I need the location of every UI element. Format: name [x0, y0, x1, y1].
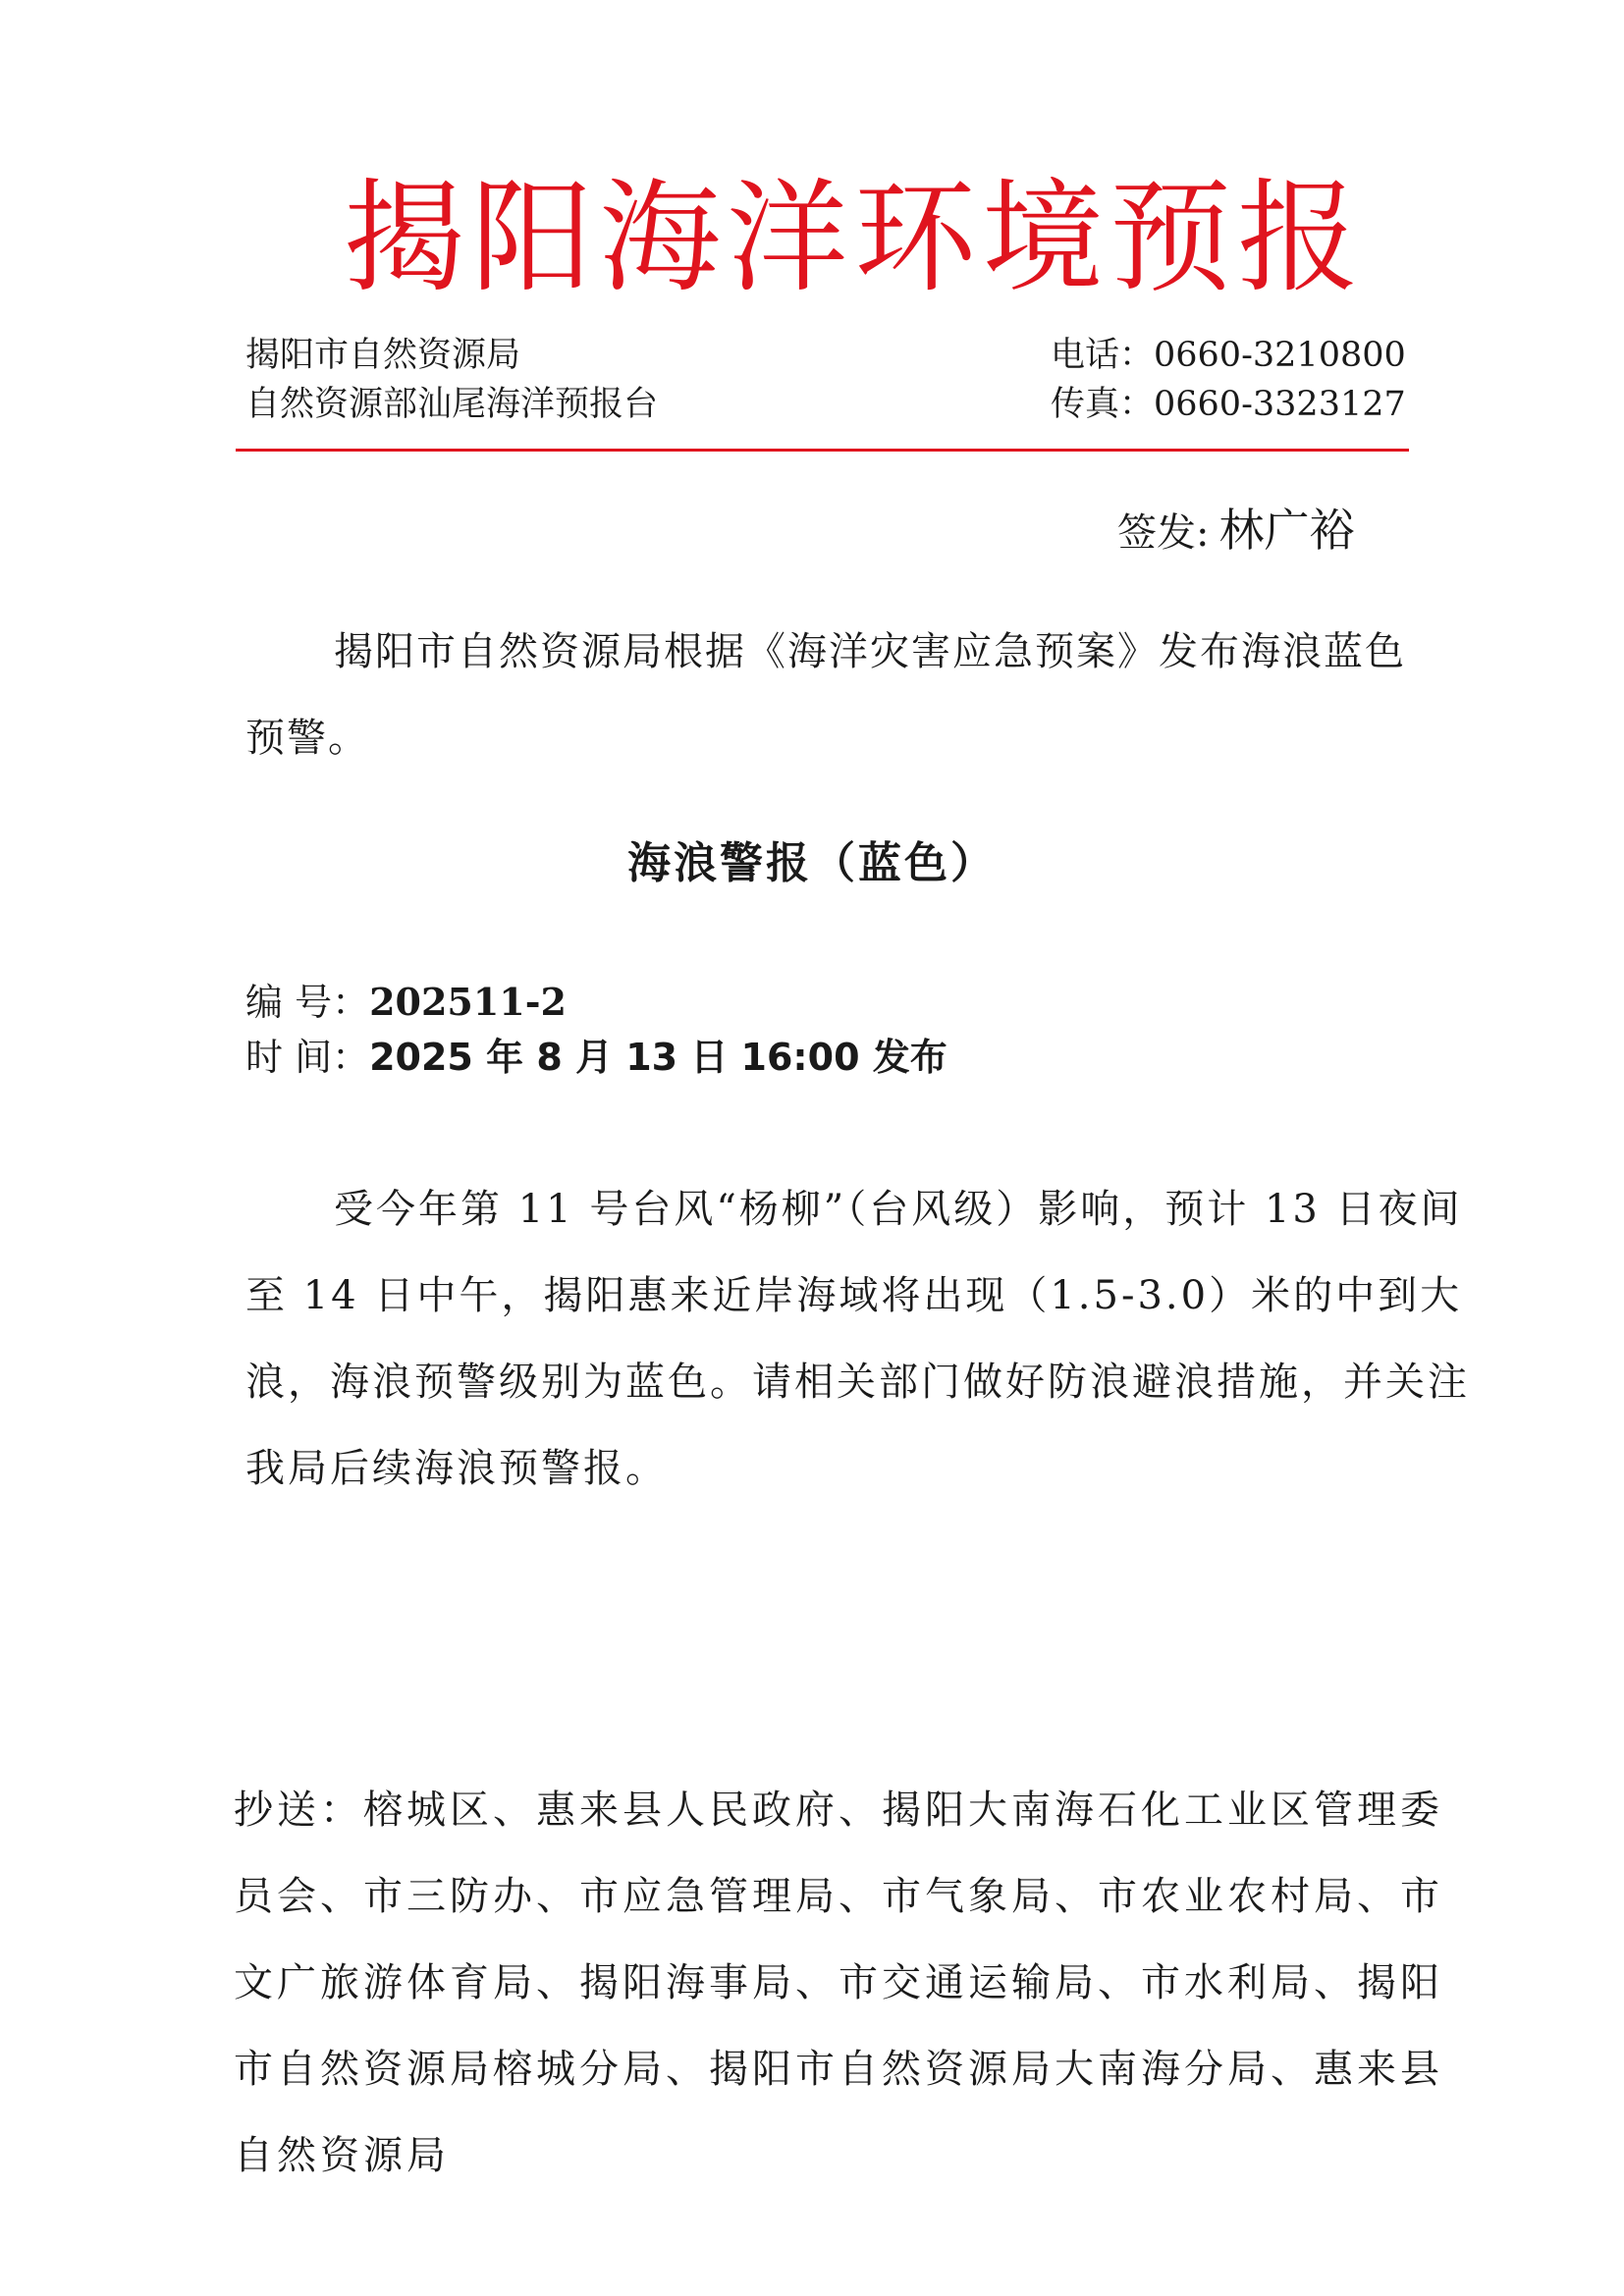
time-label: 时 间：: [245, 1036, 370, 1079]
intro-paragraph: 揭阳市自然资源局根据《海洋灾害应急预案》发布海浪蓝色预警。: [245, 629, 1406, 761]
number-value: 202511-2: [369, 980, 567, 1024]
signer-name: 林广裕: [1218, 504, 1355, 557]
org-line-1: 揭阳市自然资源局: [245, 336, 521, 375]
bulletin-title: 海浪警报（蓝色）: [627, 838, 997, 888]
signer-line: [1117, 501, 1354, 562]
bulletin-number: [245, 978, 567, 1027]
phone-line: 电话：0660-3210800: [1051, 336, 1406, 375]
org-line-2: 自然资源部汕尾海洋预报台: [245, 385, 659, 424]
cc-list: 抄送：榕城区、惠来县人民政府、揭阳大南海石化工业区管理委员会、市三防办、市应急管理局、市气象局、市农业农村局、市文广旅游体育局、揭阳海事局、市交通运输局、市水利局、揭阳市自然资源局榕城分局、揭阳市自然资源局大南海分局、惠来县自然资源局: [234, 1788, 1443, 2178]
warning-body: 受今年第 11 号台风“杨柳”（台风级）影响，预计 13 日夜间至 14 日中午，揭阳惠来近岸海域将出现（1.5-3.0）米的中到大浪，海浪预警级别为蓝色。请相关部门做好防浪避浪措施，并关注我局后续海浪预警报。: [245, 1187, 1470, 1491]
fax-line: 传真：0660-3323127: [1051, 385, 1406, 424]
signer-label: 签发:: [1117, 510, 1210, 556]
masthead-title: 揭阳海洋环境预报: [343, 168, 1365, 309]
header-divider: [236, 449, 1409, 452]
time-value: 2025 年 8 月 13 日 16:00 发布: [369, 1036, 947, 1079]
number-label: 编 号：: [245, 981, 370, 1024]
bulletin-time: [245, 1033, 947, 1082]
